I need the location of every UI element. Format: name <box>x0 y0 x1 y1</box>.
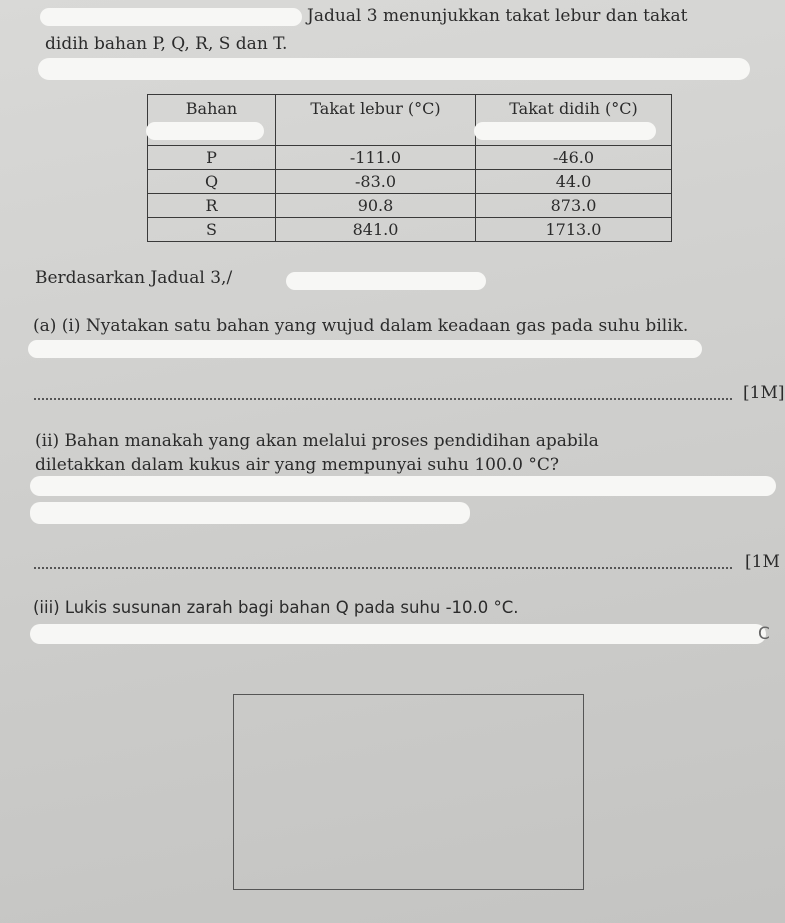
question-a-ii-line-2: diletakkan dalam kukus air yang mempunyai suhu 100.0 °C? <box>35 455 560 475</box>
answer-line-a-i <box>34 398 732 400</box>
marks-a-i: [1M] <box>743 383 785 403</box>
table-row <box>148 194 672 218</box>
redaction-mark <box>38 58 750 80</box>
table-cell: 44.0 <box>476 170 672 194</box>
intro-line-1: Jadual 3 menunjukkan takat lebur dan takat <box>307 6 688 26</box>
intro-line-2: didih bahan P, Q, R, S dan T. <box>45 34 288 54</box>
redaction-mark <box>286 272 486 290</box>
redaction-mark <box>30 476 776 496</box>
question-a-iii: (iii) Lukis susunan zarah bagi bahan Q pada suhu -10.0 °C. <box>33 598 519 617</box>
header-takat-lebur: Takat lebur (°C) <box>276 95 476 146</box>
table-cell: 90.8 <box>276 194 476 218</box>
table-cell: -83.0 <box>276 170 476 194</box>
table-row <box>148 170 672 194</box>
table-cell: -46.0 <box>476 146 672 170</box>
table-cell: P <box>148 146 276 170</box>
lead-in-text: Berdasarkan Jadual 3,/ <box>35 268 233 288</box>
redaction-mark <box>474 122 656 140</box>
table-cell: R <box>148 194 276 218</box>
redaction-mark <box>146 122 264 140</box>
question-a-i: (a) (i) Nyatakan satu bahan yang wujud dalam keadaan gas pada suhu bilik. <box>33 316 689 336</box>
table-cell: S <box>148 218 276 242</box>
answer-line-a-ii <box>34 567 732 569</box>
header-bahan: Bahan <box>148 95 276 146</box>
question-a-iii-tail: C <box>758 624 770 644</box>
table-cell: -111.0 <box>276 146 476 170</box>
table-row <box>148 218 672 242</box>
table-cell: Q <box>148 170 276 194</box>
table-cell: 1713.0 <box>476 218 672 242</box>
drawing-answer-box[interactable] <box>233 694 584 890</box>
header-takat-didih: Takat didih (°C) <box>476 95 672 146</box>
melting-boiling-table <box>147 94 672 242</box>
table-cell: 873.0 <box>476 194 672 218</box>
redaction-mark <box>40 8 302 26</box>
question-a-ii-line-1: (ii) Bahan manakah yang akan melalui proses pendidihan apabila <box>35 431 599 451</box>
table-cell: 841.0 <box>276 218 476 242</box>
redaction-mark <box>30 502 470 524</box>
marks-a-ii: [1M <box>745 552 780 572</box>
table-row <box>148 146 672 170</box>
redaction-mark <box>28 340 702 358</box>
redaction-mark <box>30 624 766 644</box>
